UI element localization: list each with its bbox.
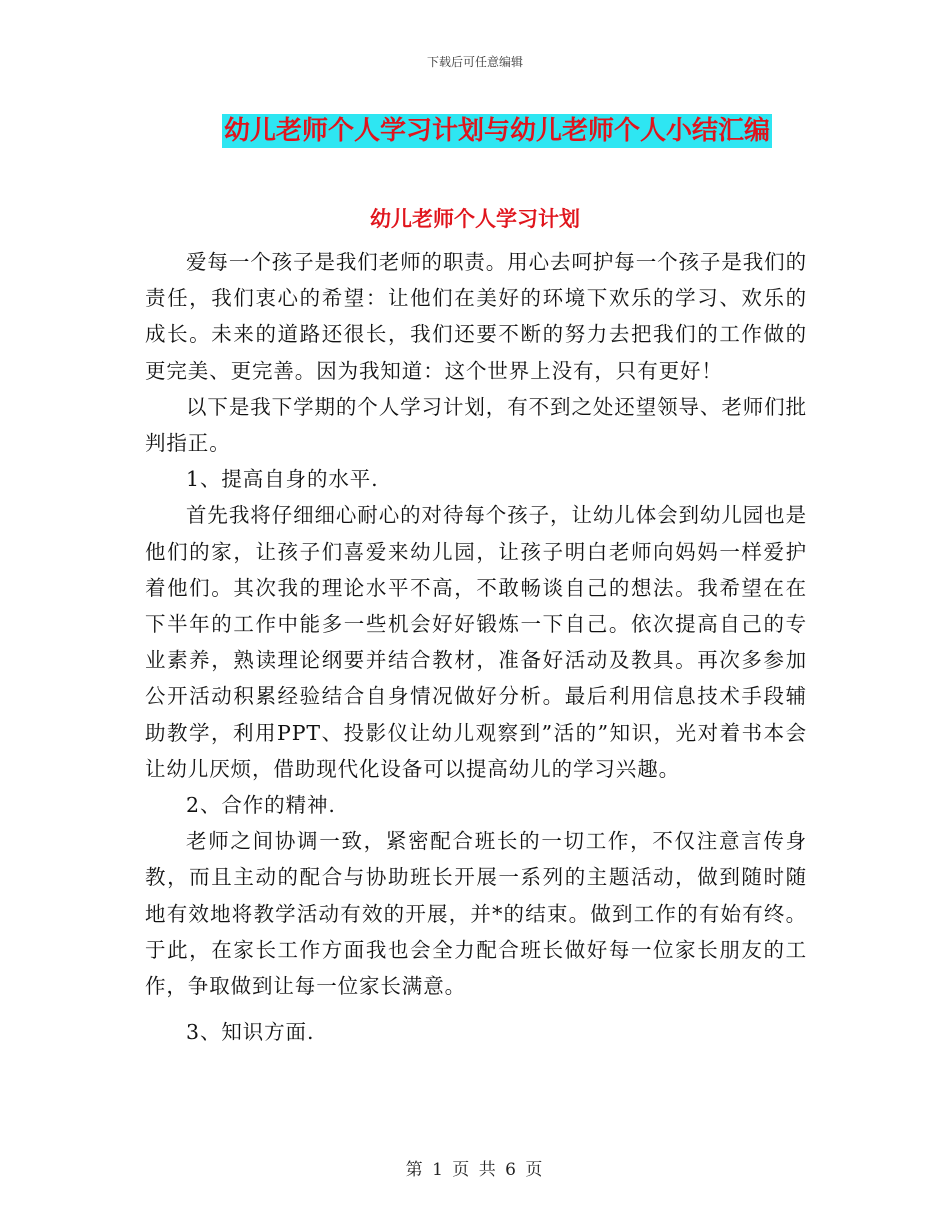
paragraph-item-1: 首先我将仔细细心耐心的对待每个孩子，让幼儿体会到幼儿园也是他们的家，让孩子们喜爱来幼儿园，让孩子明白老师向妈妈一样爱护着他们。其次我的理论水平不高，不敢畅谈自己的想法。我希望在在下半年的工作中能多一些机会好好锻炼一下自己。依次提高自己的专业素养，熟读理论纲要并结合教材，准备好活动及教具。再次多参加公开活动积累经验结合自身情况做好分析。最后利用信息技术手段辅助教学，利用PPT、投影仪让幼儿观察到”活的”知识，光对着书本会让幼儿厌烦，借助现代化设备可以提高幼儿的学习兴趣。 (145, 503, 807, 781)
section-title: 幼儿老师个人学习计划 (370, 207, 580, 231)
paragraph-intro: 爱每一个孩子是我们老师的职责。用心去呵护每一个孩子是我们的责任，我们衷心的希望：让他们在美好的环境下欢乐的学习、欢乐的成长。未来的道路还很长，我们还要不断的努力去把我们的工作做的更完美、更完善。因为我知道：这个世界上没有，只有更好！ (145, 250, 807, 383)
heading-item-1: 1、提高自身的水平. (186, 467, 379, 492)
header-note: 下载后可任意编辑 (426, 55, 523, 69)
heading-item-2: 2、合作的精神. (186, 793, 336, 818)
paragraph-spacer (145, 1004, 807, 1014)
page-footer: 第 1 页 共 6 页 (405, 1160, 545, 1180)
paragraph-item-2: 老师之间协调一致，紧密配合班长的一切工作，不仅注意言传身教，而且主动的配合与协助班长开展一系列的主题活动，做到随时随地有效地将教学活动有效的开展，并*的结束。做到工作的有始有终。于此，在家长工作方面我也会全力配合班长做好每一位家长朋友的工作，争取做到让每一位家长满意。 (145, 829, 807, 999)
document-body (145, 244, 807, 1050)
document-main-title: 幼儿老师个人学习计划与幼儿老师个人小结汇编 (224, 116, 771, 146)
heading-item-3: 3、知识方面. (186, 1020, 315, 1045)
paragraph-plan-intro: 以下是我下学期的个人学习计划，有不到之处还望领导、老师们批判指正。 (145, 394, 807, 456)
